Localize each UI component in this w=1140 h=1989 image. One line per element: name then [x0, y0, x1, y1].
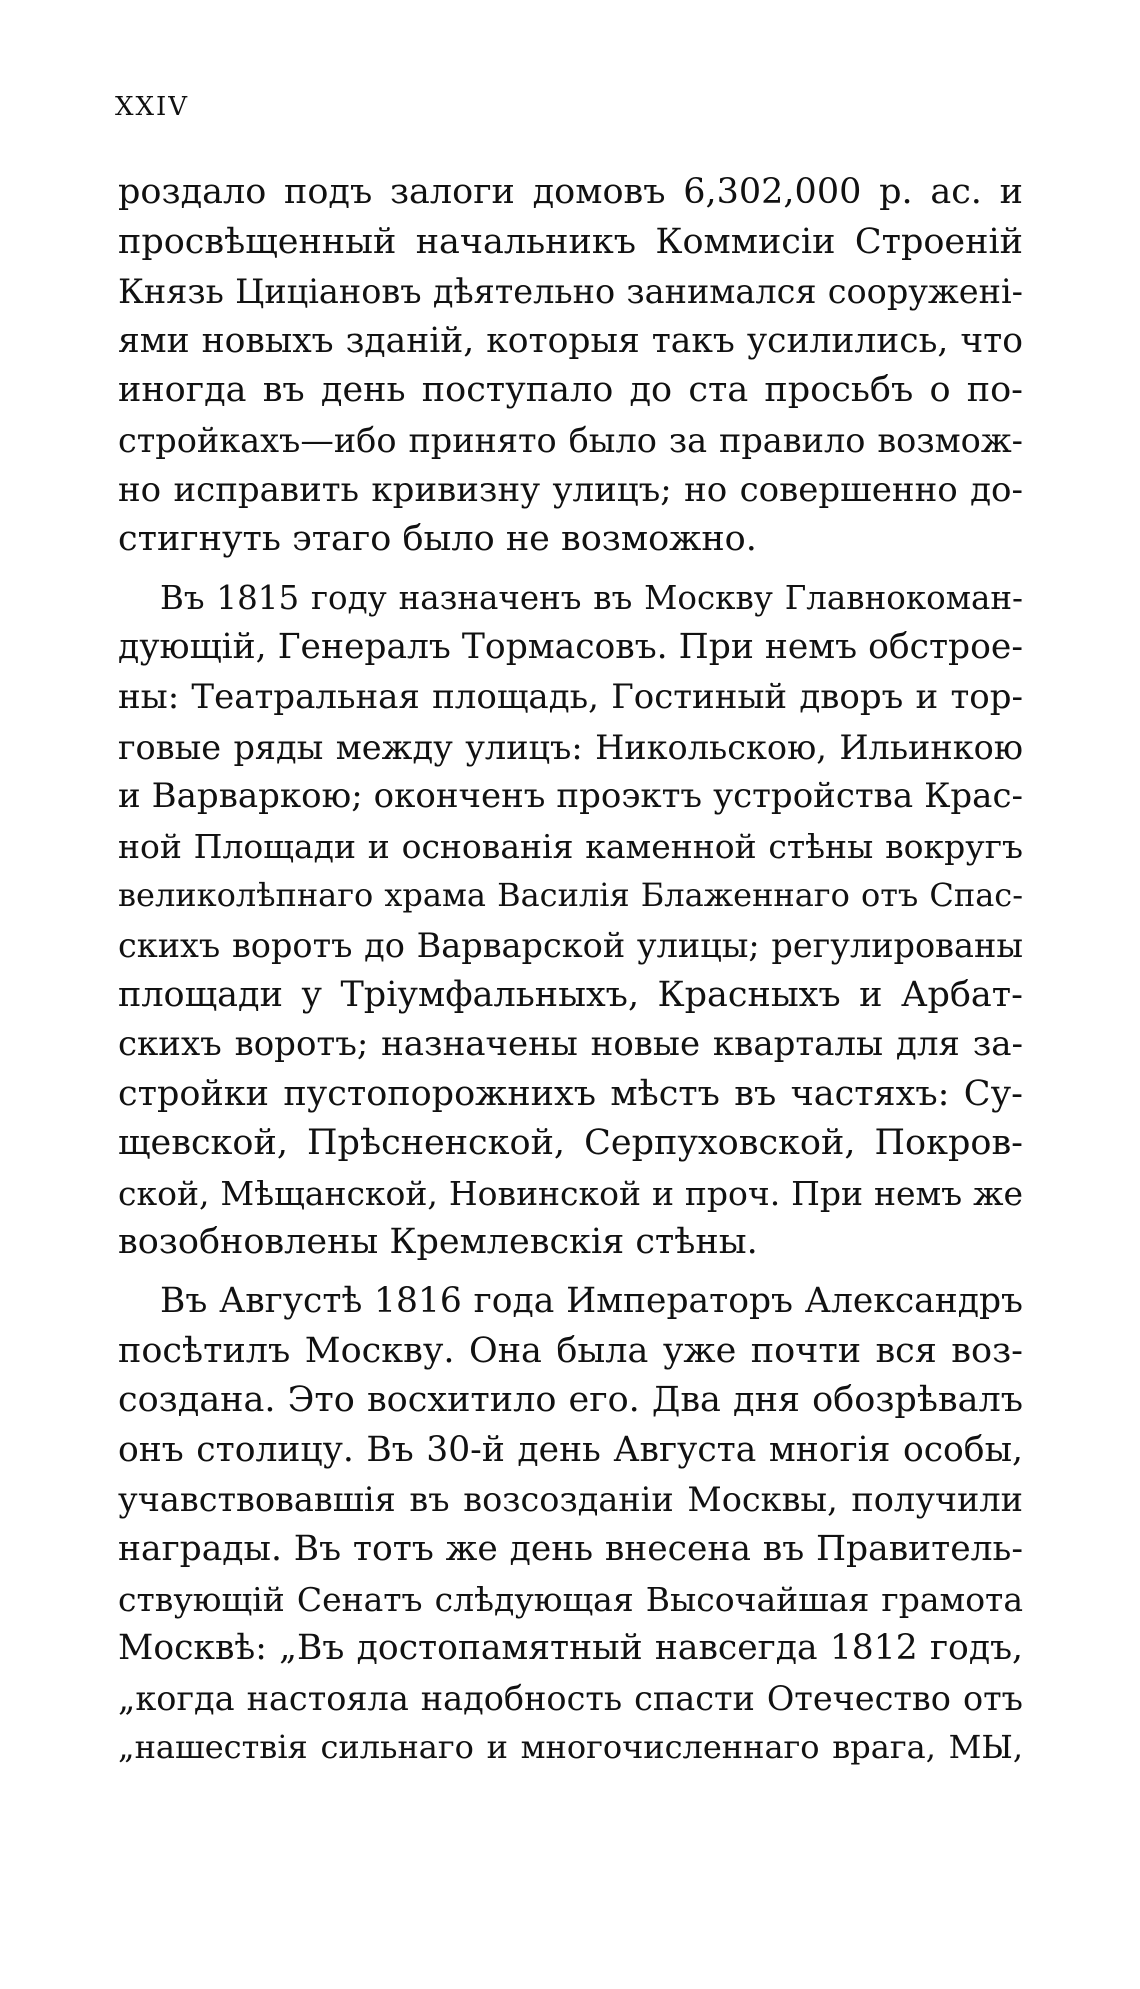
- text-line: „нашествія сильнаго и многочисленнаго врага, МЫ,: [118, 1728, 1023, 1767]
- text-line: и Варваркою; оконченъ проэктъ устройства Крас-: [118, 776, 1023, 817]
- text-line: ной Площади и основанія каменной стѣны вокругъ: [118, 826, 1023, 866]
- text-line: стройкахъ—ибо принято было за правило возмож-: [118, 420, 1023, 460]
- text-line: Въ 1815 году назначенъ въ Москву Главнокоман-: [160, 578, 1023, 617]
- text-line: создана. Это восхитило его. Два дня обозрѣвалъ: [118, 1380, 1023, 1421]
- text-line: возобновлены Кремлевскія стѣны.: [118, 1222, 758, 1263]
- paragraph-2: [118, 574, 1023, 1268]
- text-line: ской, Мѣщанской, Новинской и проч. При немъ же: [118, 1173, 1023, 1213]
- text-line: великолѣпнаго храма Василія Блаженнаго отъ Спас-: [118, 876, 1023, 915]
- text-line: щевской, Прѣсненской, Серпуховской, Покров-: [118, 1123, 1023, 1164]
- paragraph-1: [118, 168, 1023, 565]
- text-line: роздало подъ залоги домовъ 6,302,000 р. ас. и: [118, 172, 1023, 212]
- text-line: „когда настояла надобность спасти Отечество отъ: [118, 1678, 1023, 1718]
- text-line: награды. Въ тотъ же день внесена въ Правитель-: [118, 1529, 1023, 1570]
- page-number: XXIV: [115, 92, 190, 122]
- text-line: скихъ воротъ; назначены новые кварталы для за-: [118, 1024, 1023, 1065]
- text-line: говые ряды между улицъ: Никольскою, Ильинкою: [118, 727, 1023, 767]
- text-line: но исправить кривизну улицъ; но совершенно до-: [118, 469, 1023, 510]
- text-line: площади у Тріумфальныхъ, Красныхъ и Арбат-: [118, 974, 1023, 1015]
- text-line: Князь Циціановъ дѣятельно занимался сооруженi-: [118, 272, 1023, 312]
- text-line: онъ столицу. Въ 30-й день Августа многія особы,: [118, 1429, 1023, 1470]
- text-line: иногда въ день поступало до ста просьбъ о по-: [118, 370, 1023, 411]
- text-line: ны: Театральная площадь, Гостиный дворъ и тор-: [118, 676, 1023, 717]
- text-line: посѣтилъ Москву. Она была уже почти вся воз-: [118, 1330, 1023, 1371]
- text-line: ствующій Сенатъ слѣдующая Высочайшая грамота: [118, 1579, 1023, 1619]
- text-line: ями новыхъ зданій, которыя такъ усилились, что: [118, 320, 1023, 361]
- body-text: [118, 168, 1023, 1773]
- text-line: скихъ воротъ до Варварской улицы; регулированы: [118, 925, 1023, 965]
- text-line: стигнуть этаго было не возможно.: [118, 519, 757, 560]
- text-line: учавствовавшія въ возсозданіи Москвы, получили: [118, 1480, 1023, 1520]
- text-line: просвѣщенный начальникъ Коммисіи Строеній: [118, 221, 1023, 262]
- text-line: дующій, Генералъ Тормасовъ. При немъ обстрое-: [118, 627, 1023, 668]
- paragraph-3: [118, 1277, 1023, 1773]
- text-line: Москвѣ: „Въ достопамятный навсегда 1812 годъ,: [118, 1628, 1023, 1669]
- text-line: Въ Августѣ 1816 года Императоръ Александръ: [160, 1281, 1023, 1322]
- text-line: стройки пустопорожнихъ мѣстъ въ частяхъ: Су-: [118, 1073, 1023, 1114]
